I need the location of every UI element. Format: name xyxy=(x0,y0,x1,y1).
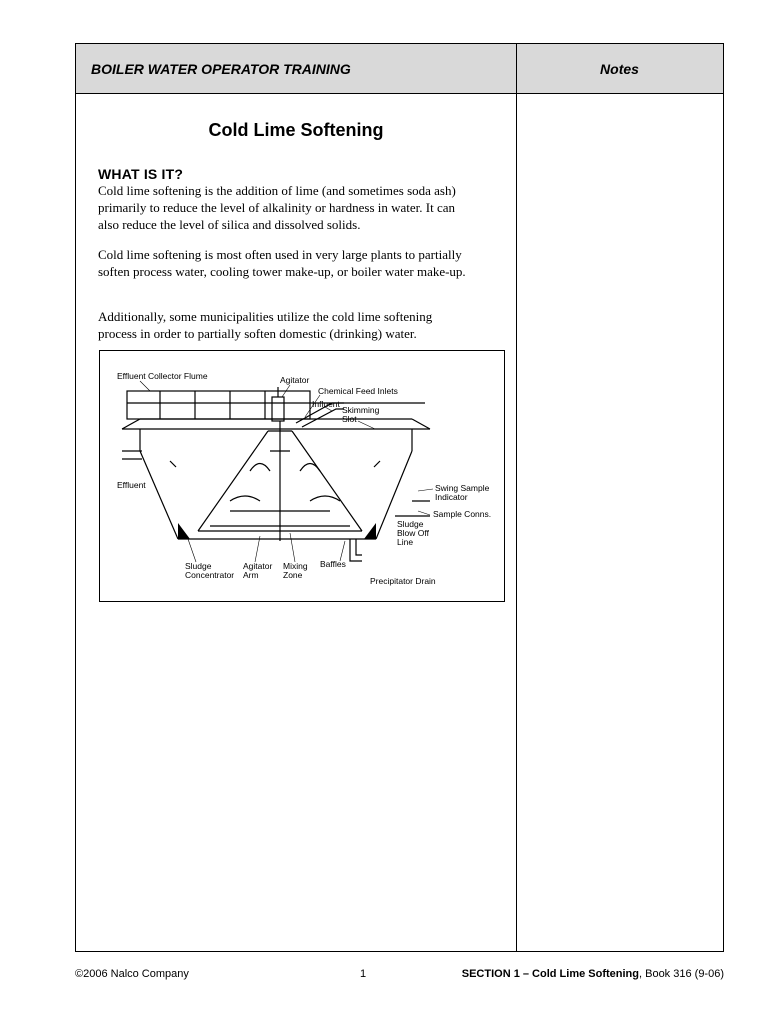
label-sludge: Sludge xyxy=(397,519,424,529)
effluent-flume-railing xyxy=(127,391,310,419)
label-indicator: Indicator xyxy=(435,492,468,502)
label-sludge-2: Sludge xyxy=(185,561,212,571)
label-blow-off: Blow Off xyxy=(397,528,429,538)
footer-book: , Book 316 (9-06) xyxy=(639,968,724,980)
sludge-concentrator-left xyxy=(178,523,190,539)
footer-section xyxy=(462,968,724,980)
label-sample-conns: Sample Conns. xyxy=(433,509,492,519)
page-title: Cold Lime Softening xyxy=(208,120,384,140)
paragraph-2: Cold lime softening is most often used in very large plants to partially soften process water, cooling tower make-up, or boiler water make-up. xyxy=(98,247,466,279)
precipitator-diagram xyxy=(99,350,505,602)
paragraph-3: Additionally, some municipalities utilize the cold lime softening process in order to partially soften domestic (drinking) water. xyxy=(98,309,433,341)
header-title: BOILER WATER OPERATOR TRAINING xyxy=(91,61,351,77)
notes-column-divider xyxy=(516,44,517,951)
label-baffles: Baffles xyxy=(320,559,346,569)
page-frame xyxy=(75,43,724,952)
label-agitator-2: Agitator xyxy=(243,561,273,571)
label-zone: Zone xyxy=(283,570,303,580)
section-heading: WHAT IS IT? xyxy=(98,166,184,182)
label-concentrator: Concentrator xyxy=(185,570,235,580)
agitator-drive xyxy=(272,397,284,421)
notes-header: Notes xyxy=(600,61,639,77)
label-mixing: Mixing xyxy=(283,561,308,571)
header-bar xyxy=(76,44,723,94)
label-swing-sample: Swing Sample xyxy=(435,483,490,493)
paragraph-1: Cold lime softening is the addition of lime (and sometimes soda ash) primarily to reduce the level of alkalinity or hardness in water. It can also reduce the level of silica and dissolved solids. xyxy=(98,183,456,232)
footer-section-title: SECTION 1 – Cold Lime Softening xyxy=(461,968,639,980)
label-precipitator-drain: Precipitator Drain xyxy=(370,576,436,586)
label-line: Line xyxy=(397,537,414,547)
label-arm: Arm xyxy=(243,570,259,580)
label-chemical-feed-inlets: Chemical Feed Inlets xyxy=(318,386,398,396)
label-skimming: Skimming xyxy=(342,405,380,415)
label-agitator: Agitator xyxy=(280,375,310,385)
sludge-concentrator-right xyxy=(364,523,376,539)
label-effluent-collector-flume: Effluent Collector Flume xyxy=(117,371,208,381)
label-influent: Influent xyxy=(312,399,340,409)
footer-page-number: 1 xyxy=(360,968,367,980)
label-effluent: Effluent xyxy=(117,480,146,490)
label-slot: Slot xyxy=(342,414,357,424)
footer-copyright: ©2006 Nalco Company xyxy=(75,968,189,980)
